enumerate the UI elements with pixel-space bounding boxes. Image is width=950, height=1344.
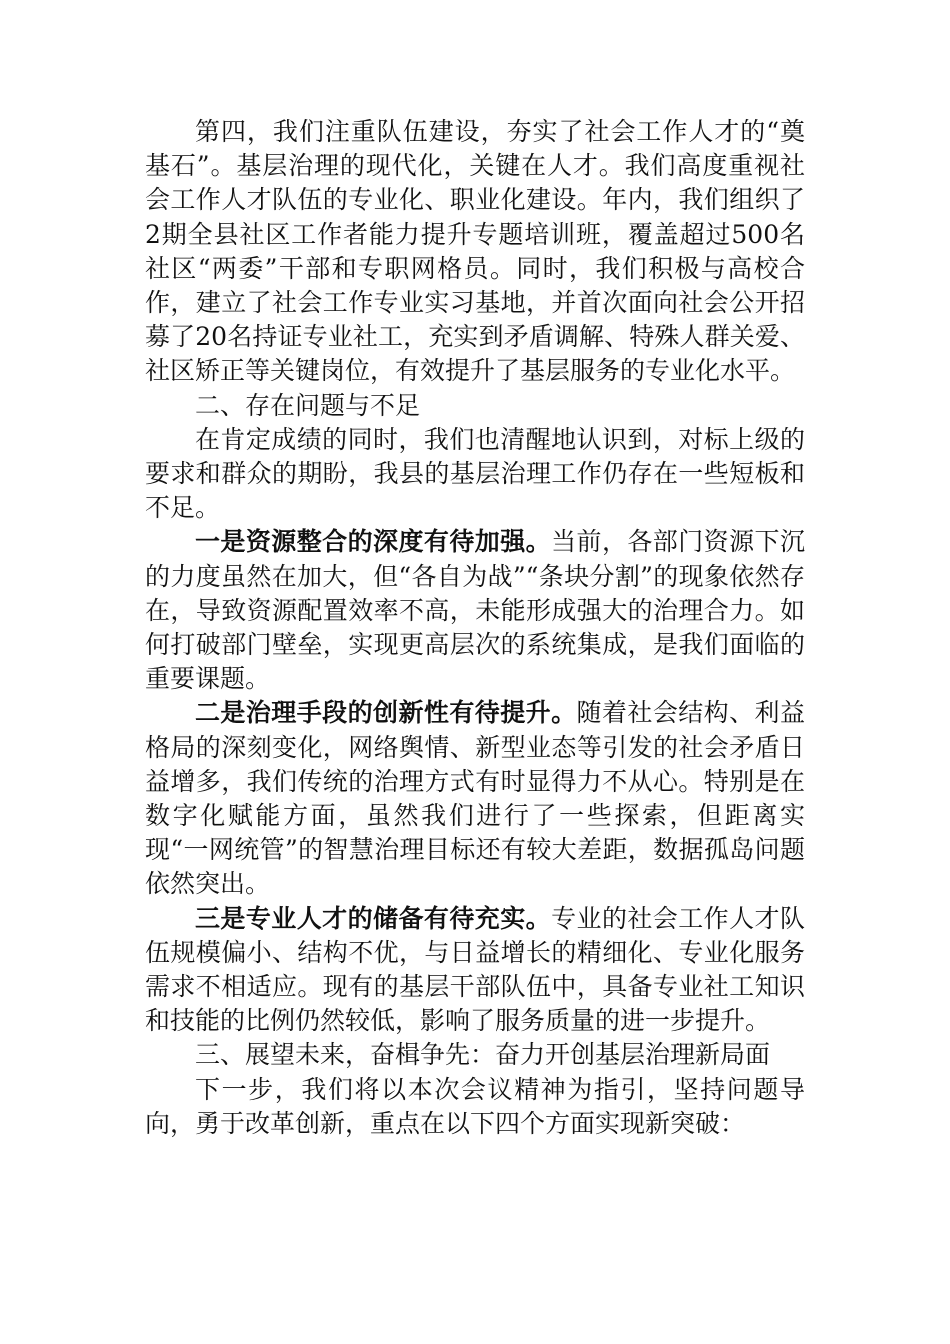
paragraph-issue-talent (145, 902, 805, 1039)
section-heading-outlook (145, 1038, 805, 1072)
document-page (145, 115, 805, 1141)
issue-lead-text: 一是资源整合的深度有待加强。 (195, 527, 552, 557)
paragraph-text: 专业的社会工作人才队伍规模偏小、结构不优，与日益增长的精细化、专业化服务需求不相适应。现有的基层干部队伍中，具备专业社工知识和技能的比例仍然较低，影响了服务质量的进一步提升。 (145, 903, 805, 1036)
paragraph-issue-resources (145, 525, 805, 696)
paragraph-team-building (145, 115, 805, 389)
paragraph-issue-innovation (145, 696, 805, 901)
paragraph-outlook-intro (145, 1073, 805, 1141)
issue-lead-text: 三是专业人才的储备有待充实。 (195, 903, 552, 933)
paragraph-problems-intro (145, 423, 805, 526)
paragraph-text: 随着社会结构、利益格局的深刻变化，网络舆情、新型业态等引发的社会矛盾日益增多，我们传统的治理方式有时显得力不从心。特别是在数字化赋能方面，虽然我们进行了一些探索，但距离实现“一网统管”的智慧治理目标还有较大差距，数据孤岛问题依然突出。 (145, 698, 805, 899)
paragraph-text: 下一步，我们将以本次会议精神为指引，坚持问题导向，勇于改革创新，重点在以下四个方面实现新突破： (145, 1074, 805, 1138)
paragraph-text: 在肯定成绩的同时，我们也清醒地认识到，对标上级的要求和群众的期盼，我县的基层治理工作仍存在一些短板和不足。 (145, 424, 805, 523)
heading-text: 三、展望未来，奋楫争先：奋力开创基层治理新局面 (195, 1040, 771, 1070)
section-heading-problems (145, 389, 805, 423)
heading-text: 二、存在问题与不足 (195, 390, 421, 420)
paragraph-text: 第四，我们注重队伍建设，夯实了社会工作人才的“奠基石”。基层治理的现代化，关键在人才。我们高度重视社会工作人才队伍的专业化、职业化建设。年内，我们组织了2期全县社区工作者能力提升专题培训班，覆盖超过500名社区“两委”干部和专职网格员。同时，我们积极与高校合作，建立了社会工作专业实习基地，并首次面向社会公开招募了20名持证专业社工，充实到矛盾调解、特殊人群关爱、社区矫正等关键岗位，有效提升了基层服务的专业化水平。 (145, 117, 805, 386)
paragraph-text: 当前，各部门资源下沉的力度虽然在加大，但“各自为战”“条块分割”的现象依然存在，导致资源配置效率不高，未能形成强大的治理合力。如何打破部门壁垒，实现更高层次的系统集成，是我们面临的重要课题。 (145, 527, 805, 694)
issue-lead-text: 二是治理手段的创新性有待提升。 (195, 698, 577, 728)
